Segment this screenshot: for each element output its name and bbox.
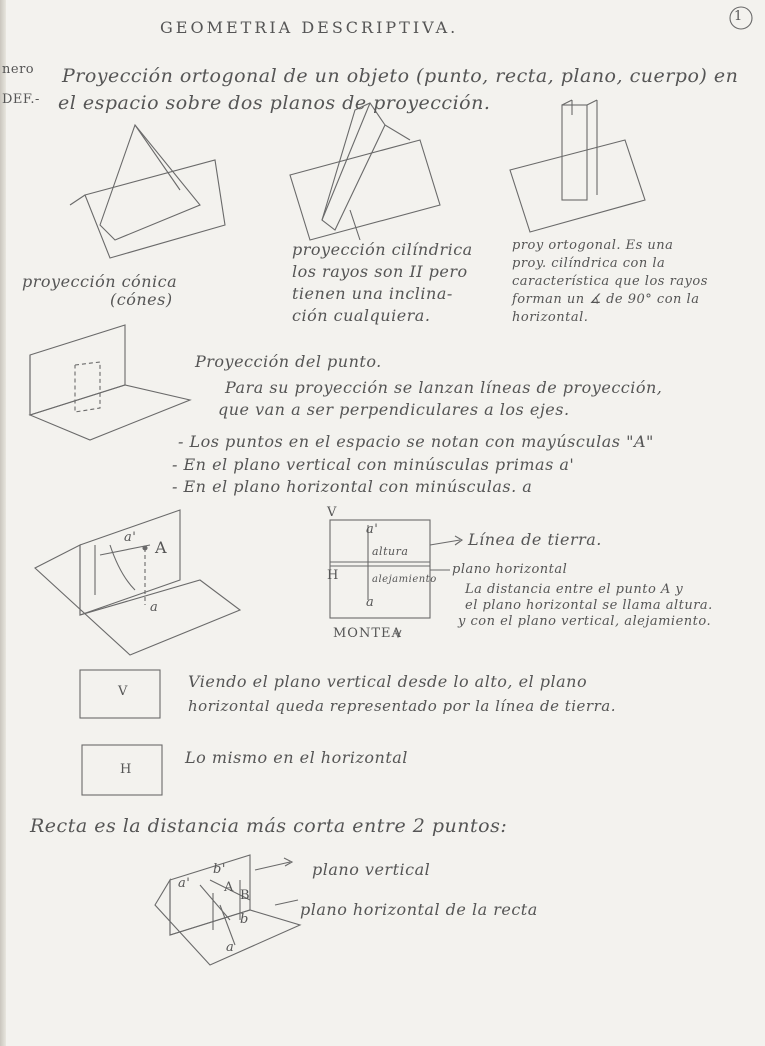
recta-b-label: b — [240, 912, 249, 927]
conical-projection-figure — [70, 125, 225, 258]
definition-label: DEF.- — [2, 92, 40, 107]
definition-line-1: Proyección ortogonal de un objeto (punto, recta, plano, cuerpo) en — [62, 65, 739, 87]
definition-line-2: el espacio sobre dos planos de proyección. — [58, 92, 491, 114]
page-title: GEOMETRIA DESCRIPTIVA. — [160, 18, 459, 37]
punto-bullet-1: - Los puntos en el espacio se notan con mayúsculas "A" — [178, 432, 654, 451]
viendo-line-2: horizontal queda representado por la línea de tierra. — [188, 697, 616, 715]
ortogonal-caption-1: proy ortogonal. Es una — [512, 238, 674, 253]
monge-altura-label: altura — [372, 545, 409, 558]
recta-a-prime-label: a' — [178, 876, 191, 891]
ortogonal-caption-5: horizontal. — [512, 310, 589, 325]
monge-alejamiento-label: alejamiento — [372, 574, 437, 585]
punto-line-2: que van a ser perpendiculares a los ejes. — [218, 400, 570, 419]
viendo-line-1: Viendo el plano vertical desde lo alto, el plano — [188, 672, 588, 691]
plano-horizontal-label: plano horizontal — [452, 562, 568, 577]
distancia-line-3: y con el plano vertical, alejamiento. — [458, 614, 712, 629]
box-v-label: V — [118, 684, 128, 699]
monge-h-label: H — [327, 568, 339, 583]
point-a-label: a — [150, 600, 159, 615]
recta-plano-vertical: plano vertical — [312, 860, 431, 879]
recta-B-label: B — [240, 888, 251, 903]
recta-plano-horizontal: plano horizontal de la recta — [300, 900, 538, 919]
monge-v-label: V — [327, 505, 337, 520]
two-planes-figure — [30, 325, 190, 440]
ortogonal-caption-3: característica que los rayos — [512, 274, 708, 289]
cylindrical-projection-figure — [290, 103, 440, 240]
cilindrica-caption-3: tienen una inclina- — [292, 284, 453, 303]
punto-line-1: Para su proyección se lanzan líneas de proyección, — [225, 378, 663, 397]
linea-tierra-label: Línea de tierra. — [468, 530, 602, 549]
margin-month: nero — [2, 62, 35, 77]
monge-caption: MONTEA — [333, 626, 402, 641]
point-a-prime-label: a' — [124, 530, 137, 545]
recta-A-label: A — [224, 880, 234, 895]
distancia-line-1: La distancia entre el punto A y — [465, 582, 684, 597]
recta-b-prime-label: b' — [213, 862, 226, 877]
mismo-horizontal-text: Lo mismo en el horizontal — [185, 748, 408, 767]
cilindrica-caption-2: los rayos son II pero — [292, 262, 468, 281]
recta-a-label: a — [226, 940, 235, 955]
punto-bullet-3: - En el plano horizontal con minúsculas. a — [172, 477, 533, 496]
punto-heading: Proyección del punto. — [195, 352, 382, 371]
ortogonal-caption-4: forman un ∡ de 90° con la — [512, 292, 700, 307]
ortogonal-caption-2: proy. cilíndrica con la — [512, 256, 666, 271]
page-number: 1 — [734, 9, 743, 24]
point-projection-3d-figure — [35, 510, 240, 655]
cilindrica-caption-4: ción cualquiera. — [292, 306, 431, 325]
orthogonal-projection-figure — [510, 100, 645, 232]
conica-caption-1: proyección cónica — [22, 272, 178, 291]
conica-caption-2: (cónes) — [110, 290, 173, 309]
cilindrica-caption-1: proyección cilíndrica — [292, 240, 473, 259]
distancia-line-2: el plano horizontal se llama altura. — [465, 598, 713, 613]
punto-bullet-2: - En el plano vertical con minúsculas primas a' — [172, 455, 575, 474]
recta-heading: Recta es la distancia más corta entre 2 puntos: — [30, 815, 508, 837]
monge-a-prime-label: a' — [366, 522, 379, 537]
monge-a-label: a — [366, 595, 375, 610]
point-A-label: A — [155, 538, 168, 557]
box-h-label: H — [120, 762, 132, 777]
